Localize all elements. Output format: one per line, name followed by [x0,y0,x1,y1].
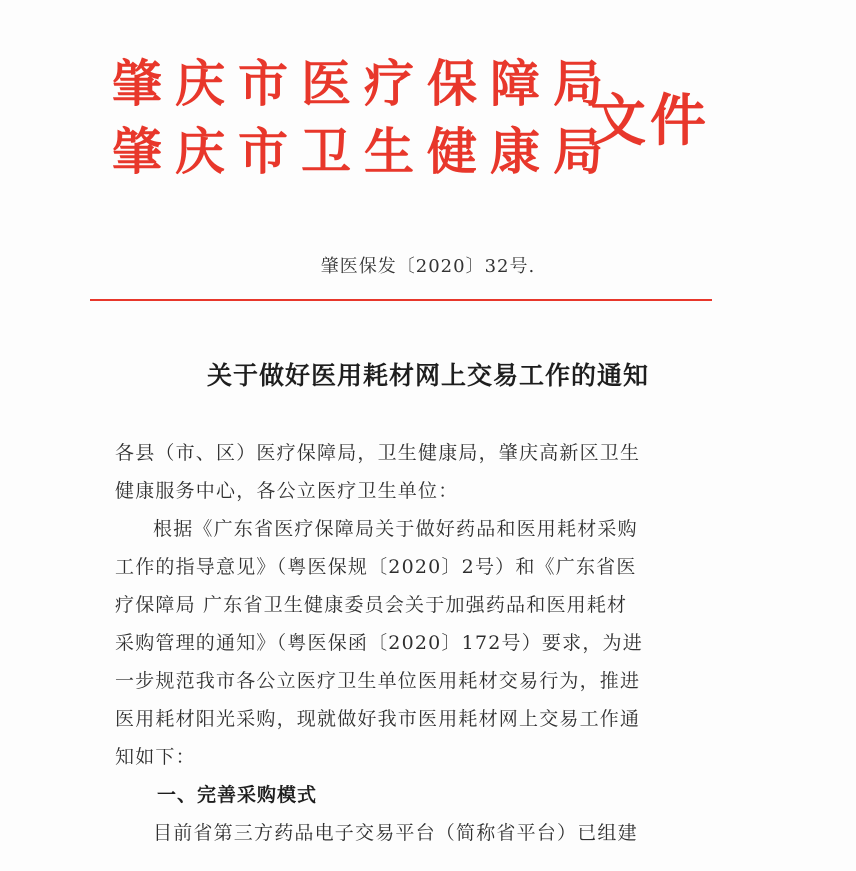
body-line: 各县（市、区）医疗保障局，卫生健康局，肇庆高新区卫生 [115,442,641,464]
body-line: 疗保障局 广东省卫生健康委员会关于加强药品和医用耗材 [115,594,628,616]
body-line: 采购管理的通知》（粤医保函〔2020〕172号）要求，为进 [115,632,643,654]
body-line: 知如下： [115,746,196,768]
document-title: 关于做好医用耗材网上交易工作的通知 [206,361,649,390]
document-type-label: 文件 [590,88,710,154]
body-line: 根据《广东省医疗保障局关于做好药品和医用耗材采购 [153,518,638,540]
issuing-agency-2: 肇庆市卫生健康局 [112,122,616,181]
section-heading: 一、完善采购模式 [157,784,318,806]
masthead [112,52,712,192]
document-number: 肇医保发〔2020〕32号. [320,256,536,277]
body-line: 医用耗材阳光采购，现就做好我市医用耗材网上交易工作通 [115,708,641,730]
body-line: 一步规范我市各公立医疗卫生单位医用耗材交易行为，推进 [115,670,641,692]
body-line: 目前省第三方药品电子交易平台（简称省平台）已组建 [153,822,638,844]
body-line: 健康服务中心，各公立医疗卫生单位： [115,480,459,502]
red-divider [90,299,712,301]
issuing-agency-1: 肇庆市医疗保障局 [112,54,616,113]
document-body [115,434,695,852]
body-line: 工作的指导意见》（粤医保规〔2020〕2号）和《广东省医 [115,556,637,578]
